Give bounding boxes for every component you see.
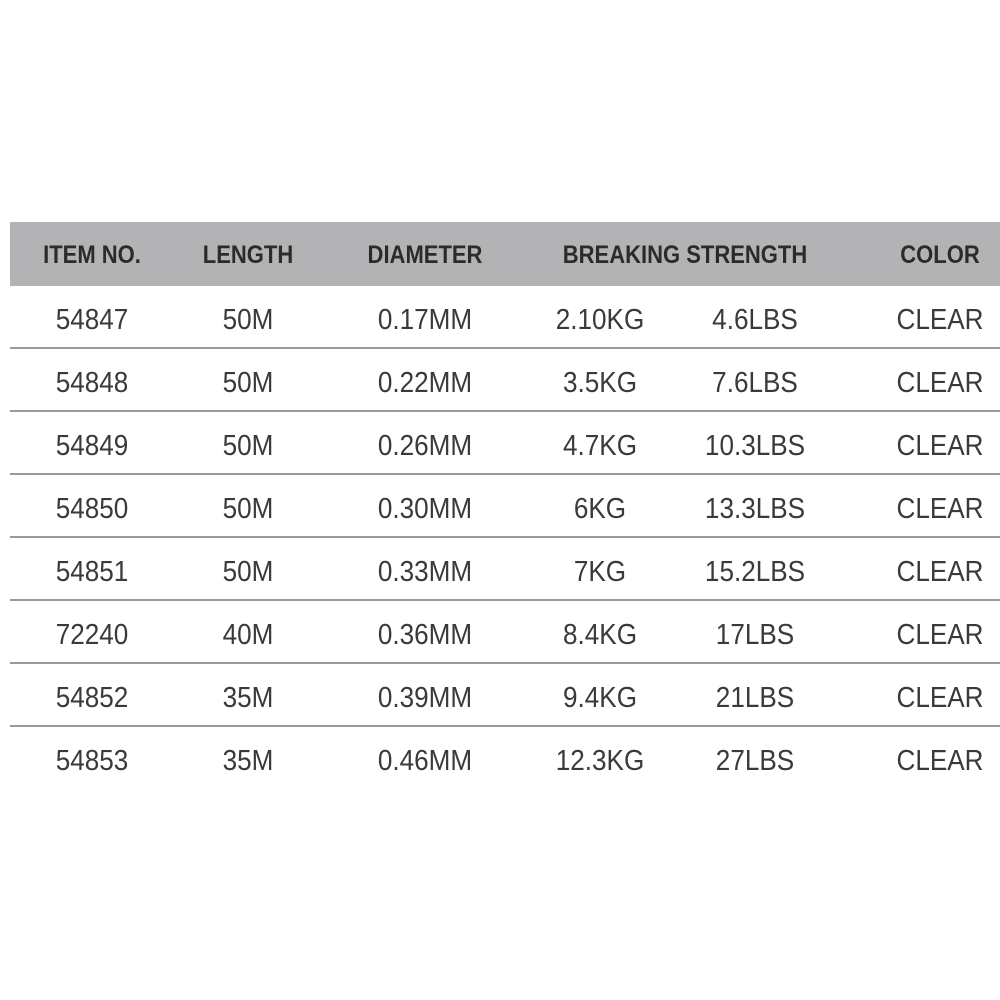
header-diameter: DIAMETER	[367, 241, 483, 269]
table-row	[10, 664, 1000, 727]
cell-color: CLEAR	[896, 619, 984, 651]
cell-color: CLEAR	[896, 493, 984, 525]
cell-color: CLEAR	[896, 304, 984, 336]
cell-breaking-lbs: 17LBS	[715, 619, 795, 651]
header-item-no: ITEM NO.	[43, 241, 141, 269]
cell-item-no: 54849	[55, 430, 129, 462]
cell-item-no: 72240	[55, 619, 129, 651]
cell-diameter: 0.22MM	[377, 367, 473, 399]
table-row	[10, 601, 1000, 664]
cell-item-no: 54848	[55, 367, 129, 399]
cell-diameter: 0.33MM	[377, 556, 473, 588]
table-header-row	[10, 222, 1000, 286]
cell-color: CLEAR	[896, 367, 984, 399]
table-row	[10, 538, 1000, 601]
cell-breaking-kg: 3.5KG	[563, 367, 637, 399]
cell-breaking-kg: 12.3KG	[555, 745, 645, 777]
cell-diameter: 0.36MM	[377, 619, 473, 651]
cell-item-no: 54851	[55, 556, 129, 588]
cell-breaking-kg: 9.4KG	[563, 682, 637, 714]
spec-table	[10, 222, 1000, 790]
header-color: COLOR	[900, 241, 980, 269]
cell-breaking-kg: 6KG	[573, 493, 627, 525]
cell-breaking-lbs: 4.6LBS	[712, 304, 798, 336]
cell-item-no: 54852	[55, 682, 129, 714]
cell-color: CLEAR	[896, 430, 984, 462]
cell-length: 35M	[222, 745, 274, 777]
cell-diameter: 0.17MM	[377, 304, 473, 336]
cell-item-no: 54853	[55, 745, 129, 777]
cell-diameter: 0.39MM	[377, 682, 473, 714]
cell-breaking-lbs: 15.2LBS	[704, 556, 806, 588]
cell-diameter: 0.46MM	[377, 745, 473, 777]
header-length: LENGTH	[202, 241, 294, 269]
cell-breaking-lbs: 27LBS	[715, 745, 795, 777]
cell-breaking-lbs: 13.3LBS	[704, 493, 806, 525]
cell-diameter: 0.26MM	[377, 430, 473, 462]
cell-length: 50M	[222, 304, 274, 336]
cell-color: CLEAR	[896, 745, 984, 777]
cell-length: 50M	[222, 430, 274, 462]
header-breaking-strength: BREAKING STRENGTH	[562, 241, 808, 269]
table-row	[10, 349, 1000, 412]
table-row	[10, 286, 1000, 349]
cell-length: 40M	[222, 619, 274, 651]
cell-breaking-lbs: 10.3LBS	[704, 430, 806, 462]
cell-breaking-kg: 4.7KG	[563, 430, 637, 462]
cell-item-no: 54847	[55, 304, 129, 336]
cell-breaking-kg: 2.10KG	[555, 304, 645, 336]
cell-length: 50M	[222, 367, 274, 399]
cell-color: CLEAR	[896, 556, 984, 588]
cell-breaking-kg: 8.4KG	[563, 619, 637, 651]
cell-breaking-lbs: 7.6LBS	[712, 367, 798, 399]
cell-item-no: 54850	[55, 493, 129, 525]
cell-length: 35M	[222, 682, 274, 714]
cell-diameter: 0.30MM	[377, 493, 473, 525]
cell-color: CLEAR	[896, 682, 984, 714]
cell-breaking-lbs: 21LBS	[715, 682, 795, 714]
table-row	[10, 412, 1000, 475]
table-row	[10, 727, 1000, 790]
cell-length: 50M	[222, 556, 274, 588]
cell-length: 50M	[222, 493, 274, 525]
table-row	[10, 475, 1000, 538]
cell-breaking-kg: 7KG	[573, 556, 627, 588]
